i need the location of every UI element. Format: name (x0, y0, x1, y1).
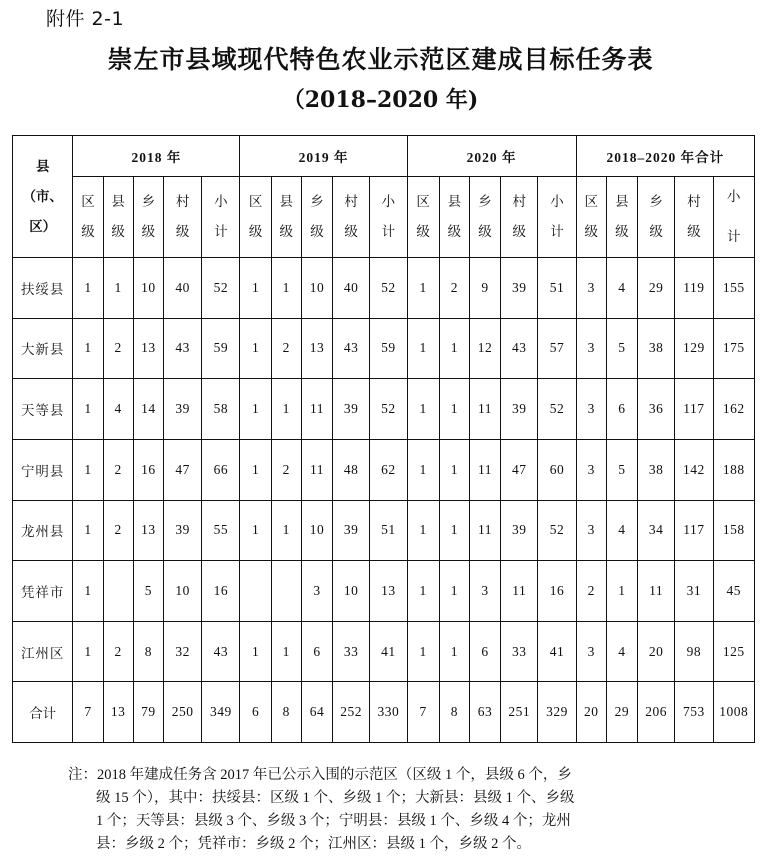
value-cell: 38 (638, 318, 675, 379)
sub-header-line: 区 (584, 194, 598, 209)
value-cell: 3 (469, 561, 500, 622)
value-cell: 39 (501, 500, 538, 561)
sub-header-line: 级 (584, 224, 598, 239)
value-cell: 2 (271, 318, 301, 379)
value-cell: 31 (675, 561, 713, 622)
value-cell: 14 (133, 379, 163, 440)
value-cell: 155 (713, 258, 754, 319)
value-cell: 1 (73, 500, 103, 561)
table-body (13, 258, 755, 743)
county-name: 凭祥市 (13, 561, 73, 622)
sub-header-village-level (675, 177, 713, 258)
value-cell: 57 (538, 318, 576, 379)
sub-header-township-level (133, 177, 163, 258)
sub-header-village-level (163, 177, 201, 258)
value-cell: 1 (73, 379, 103, 440)
value-cell: 1 (271, 621, 301, 682)
sub-header-line: 村 (687, 194, 701, 209)
value-cell: 34 (638, 500, 675, 561)
value-cell: 1 (407, 258, 439, 319)
value-cell: 1 (439, 500, 469, 561)
county-name: 龙州县 (13, 500, 73, 561)
value-cell: 43 (163, 318, 201, 379)
value-cell: 129 (675, 318, 713, 379)
county-name: 扶绥县 (13, 258, 73, 319)
sub-header-line: 小 (550, 194, 564, 209)
value-cell: 1 (439, 318, 469, 379)
value-cell: 8 (271, 682, 301, 743)
sub-header-line: 村 (344, 194, 358, 209)
value-cell: 349 (202, 682, 240, 743)
value-cell: 52 (538, 500, 576, 561)
value-cell: 59 (202, 318, 240, 379)
county-header-line: 区） (29, 218, 57, 234)
value-cell: 10 (301, 500, 332, 561)
value-cell: 7 (73, 682, 103, 743)
value-cell: 1 (240, 379, 271, 440)
sub-header-subtotal (202, 177, 240, 258)
value-cell: 10 (163, 561, 201, 622)
value-cell: 5 (606, 318, 637, 379)
value-cell: 2 (576, 561, 606, 622)
value-cell: 38 (638, 439, 675, 500)
table-row (13, 258, 755, 319)
value-cell: 1 (407, 439, 439, 500)
value-cell (240, 561, 271, 622)
value-cell: 1 (271, 258, 301, 319)
value-cell: 329 (538, 682, 576, 743)
value-cell: 1 (240, 318, 271, 379)
sub-header-line: 小 (727, 189, 741, 204)
value-cell: 33 (333, 621, 370, 682)
value-cell: 6 (240, 682, 271, 743)
sub-header-county-level (103, 177, 133, 258)
value-cell: 39 (501, 258, 538, 319)
value-cell (271, 561, 301, 622)
value-cell: 13 (103, 682, 133, 743)
value-cell: 2 (103, 500, 133, 561)
value-cell: 4 (606, 500, 637, 561)
value-cell: 119 (675, 258, 713, 319)
value-cell: 188 (713, 439, 754, 500)
value-cell: 2 (103, 318, 133, 379)
value-cell: 58 (202, 379, 240, 440)
sub-header-line: 乡 (478, 194, 492, 209)
value-cell: 29 (638, 258, 675, 319)
value-cell: 3 (576, 621, 606, 682)
county-name: 天等县 (13, 379, 73, 440)
value-cell: 1 (103, 258, 133, 319)
value-cell: 11 (301, 379, 332, 440)
value-cell: 11 (469, 379, 500, 440)
county-header-line: （市、 (22, 188, 63, 204)
sub-header-district-level (576, 177, 606, 258)
sub-header-line: 计 (550, 224, 564, 239)
value-cell: 79 (133, 682, 163, 743)
value-cell: 1 (606, 561, 637, 622)
table-row (13, 439, 755, 500)
value-cell: 252 (333, 682, 370, 743)
table-row (13, 621, 755, 682)
value-cell: 66 (202, 439, 240, 500)
sub-header-line: 级 (615, 224, 629, 239)
value-cell: 51 (538, 258, 576, 319)
value-cell: 40 (333, 258, 370, 319)
value-cell: 9 (469, 258, 500, 319)
value-cell: 20 (638, 621, 675, 682)
sub-header-line: 级 (81, 224, 95, 239)
value-cell: 4 (103, 379, 133, 440)
sub-header-line: 村 (175, 194, 190, 209)
value-cell: 13 (301, 318, 332, 379)
value-cell: 117 (675, 500, 713, 561)
value-cell: 40 (163, 258, 201, 319)
sub-header-line: 县 (615, 194, 629, 209)
document-subtitle: （2018–2020 年) (282, 87, 479, 113)
county-name: 宁明县 (13, 439, 73, 500)
value-cell: 8 (439, 682, 469, 743)
sub-header-line: 级 (478, 224, 492, 239)
value-cell: 39 (333, 379, 370, 440)
sub-header-district-level (73, 177, 103, 258)
value-cell: 16 (538, 561, 576, 622)
value-cell: 52 (538, 379, 576, 440)
value-cell: 47 (163, 439, 201, 500)
value-cell: 3 (576, 439, 606, 500)
sub-header-line: 县 (447, 194, 462, 209)
value-cell: 251 (501, 682, 538, 743)
value-cell: 1 (407, 500, 439, 561)
value-cell: 48 (333, 439, 370, 500)
value-cell: 12 (469, 318, 500, 379)
group-header-total: 2018–2020 年合计 (576, 136, 754, 177)
value-cell: 8 (133, 621, 163, 682)
value-cell: 10 (133, 258, 163, 319)
sub-header-village-level (333, 177, 370, 258)
sub-header-line: 区 (81, 194, 95, 209)
sub-header-line: 级 (248, 224, 263, 239)
footnote-line: 1 个；天等县：县级 3 个、乡级 3 个；宁明县：县级 1 个、乡级 4 个；龙州 (96, 813, 571, 829)
sub-header-district-level (240, 177, 271, 258)
value-cell: 11 (469, 500, 500, 561)
sub-header-line: 级 (279, 224, 294, 239)
value-cell: 1 (271, 500, 301, 561)
value-cell: 2 (103, 621, 133, 682)
value-cell: 5 (606, 439, 637, 500)
sub-header-line: 级 (141, 224, 156, 239)
value-cell: 4 (606, 258, 637, 319)
value-cell: 39 (163, 379, 201, 440)
sub-header-line: 计 (381, 224, 396, 239)
value-cell: 1008 (713, 682, 754, 743)
county-column-header (13, 136, 73, 258)
value-cell: 2 (103, 439, 133, 500)
value-cell: 117 (675, 379, 713, 440)
sub-header-line: 级 (649, 224, 663, 239)
value-cell: 1 (73, 258, 103, 319)
value-cell: 43 (501, 318, 538, 379)
sub-header-line: 级 (310, 224, 324, 239)
value-cell: 64 (301, 682, 332, 743)
sub-header-subtotal (538, 177, 576, 258)
sub-header-line: 级 (447, 224, 462, 239)
sub-header-line: 小 (381, 194, 396, 209)
value-cell: 62 (370, 439, 407, 500)
sub-header-district-level (407, 177, 439, 258)
value-cell: 45 (713, 561, 754, 622)
sub-header-line: 乡 (310, 194, 324, 209)
footnote-line: 注：2018 年建成任务含 2017 年已公示入围的示范区（区级 1 个，县级 6 个，乡 (68, 767, 572, 783)
value-cell: 11 (638, 561, 675, 622)
table-row (13, 561, 755, 622)
sub-header-line: 区 (248, 194, 263, 209)
footnote (68, 764, 728, 856)
value-cell: 1 (240, 258, 271, 319)
value-cell: 1 (240, 621, 271, 682)
value-cell: 60 (538, 439, 576, 500)
value-cell: 7 (407, 682, 439, 743)
value-cell: 4 (606, 621, 637, 682)
value-cell: 52 (370, 258, 407, 319)
value-cell: 250 (163, 682, 201, 743)
value-cell: 52 (370, 379, 407, 440)
value-cell: 3 (576, 318, 606, 379)
value-cell: 43 (202, 621, 240, 682)
table-row (13, 379, 755, 440)
value-cell: 1 (73, 439, 103, 500)
value-cell: 753 (675, 682, 713, 743)
value-cell: 1 (407, 621, 439, 682)
value-cell: 16 (202, 561, 240, 622)
group-header-2020: 2020 年 (407, 136, 576, 177)
value-cell: 55 (202, 500, 240, 561)
value-cell: 1 (240, 439, 271, 500)
value-cell (103, 561, 133, 622)
value-cell: 3 (576, 379, 606, 440)
table-row (13, 318, 755, 379)
sub-header-line: 级 (175, 224, 190, 239)
value-cell: 6 (301, 621, 332, 682)
value-cell: 16 (133, 439, 163, 500)
sub-header-village-level (501, 177, 538, 258)
value-cell: 2 (439, 258, 469, 319)
value-cell: 6 (469, 621, 500, 682)
value-cell: 2 (271, 439, 301, 500)
value-cell: 142 (675, 439, 713, 500)
value-cell: 1 (73, 621, 103, 682)
value-cell: 1 (407, 379, 439, 440)
county-header-line: 县 (35, 158, 50, 174)
value-cell: 13 (133, 318, 163, 379)
value-cell: 1 (439, 621, 469, 682)
value-cell: 39 (501, 379, 538, 440)
value-cell: 11 (501, 561, 538, 622)
sub-header-county-level (439, 177, 469, 258)
value-cell: 11 (469, 439, 500, 500)
attachment-label: 附件 2-1 (46, 8, 125, 30)
value-cell: 3 (576, 258, 606, 319)
sub-header-county-level (606, 177, 637, 258)
value-cell: 36 (638, 379, 675, 440)
value-cell: 41 (538, 621, 576, 682)
sub-header-line: 级 (687, 224, 701, 239)
value-cell: 43 (333, 318, 370, 379)
sub-header-township-level (638, 177, 675, 258)
value-cell: 6 (606, 379, 637, 440)
total-row (13, 682, 755, 743)
value-cell: 1 (439, 379, 469, 440)
table-row (13, 500, 755, 561)
sub-header-subtotal (370, 177, 407, 258)
value-cell: 1 (240, 500, 271, 561)
sub-header-subtotal (713, 177, 754, 258)
value-cell: 1 (73, 318, 103, 379)
sub-header-line: 小 (214, 194, 228, 209)
sub-header-line: 计 (727, 229, 741, 244)
footnote-line: 县：乡级 2 个；凭祥市：乡级 2 个；江州区：县级 1 个，乡级 2 个。 (96, 836, 531, 852)
value-cell: 162 (713, 379, 754, 440)
value-cell: 330 (370, 682, 407, 743)
sub-header-line: 计 (214, 224, 228, 239)
value-cell: 29 (606, 682, 637, 743)
value-cell: 52 (202, 258, 240, 319)
value-cell: 47 (501, 439, 538, 500)
value-cell: 1 (439, 439, 469, 500)
sub-header-line: 级 (416, 224, 430, 239)
value-cell: 1 (439, 561, 469, 622)
sub-header-line: 级 (344, 224, 358, 239)
sub-header-line: 区 (416, 194, 430, 209)
sub-header-line: 乡 (141, 194, 156, 209)
value-cell: 63 (469, 682, 500, 743)
value-cell: 10 (333, 561, 370, 622)
value-cell: 41 (370, 621, 407, 682)
sub-header-county-level (271, 177, 301, 258)
sub-header-township-level (469, 177, 500, 258)
sub-header-line: 乡 (649, 194, 663, 209)
value-cell: 3 (301, 561, 332, 622)
value-cell: 1 (73, 561, 103, 622)
sub-header-line: 县 (279, 194, 294, 209)
value-cell: 51 (370, 500, 407, 561)
value-cell: 20 (576, 682, 606, 743)
total-label: 合计 (13, 682, 73, 743)
county-name: 大新县 (13, 318, 73, 379)
value-cell: 11 (301, 439, 332, 500)
value-cell: 1 (271, 379, 301, 440)
value-cell: 33 (501, 621, 538, 682)
value-cell: 1 (407, 318, 439, 379)
value-cell: 206 (638, 682, 675, 743)
target-task-table (12, 135, 755, 743)
group-header-2019: 2019 年 (240, 136, 407, 177)
value-cell: 13 (370, 561, 407, 622)
group-header-2018: 2018 年 (73, 136, 240, 177)
group-header-row (13, 136, 755, 177)
value-cell: 125 (713, 621, 754, 682)
value-cell: 39 (163, 500, 201, 561)
value-cell: 10 (301, 258, 332, 319)
footnote-line: 级 15 个），其中：扶绥县：区级 1 个、乡级 1 个；大新县：县级 1 个、乡级 (96, 790, 575, 806)
value-cell: 59 (370, 318, 407, 379)
sub-header-line: 村 (512, 194, 526, 209)
value-cell: 1 (407, 561, 439, 622)
sub-header-row (13, 177, 755, 258)
value-cell: 158 (713, 500, 754, 561)
sub-header-line: 级 (111, 224, 125, 239)
county-name: 江州区 (13, 621, 73, 682)
value-cell: 98 (675, 621, 713, 682)
value-cell: 3 (576, 500, 606, 561)
sub-header-township-level (301, 177, 332, 258)
value-cell: 39 (333, 500, 370, 561)
document-title: 崇左市县域现代特色农业示范区建成目标任务表 (107, 45, 654, 74)
value-cell: 175 (713, 318, 754, 379)
sub-header-line: 级 (512, 224, 526, 239)
sub-header-line: 县 (111, 194, 125, 209)
value-cell: 5 (133, 561, 163, 622)
value-cell: 32 (163, 621, 201, 682)
value-cell: 13 (133, 500, 163, 561)
